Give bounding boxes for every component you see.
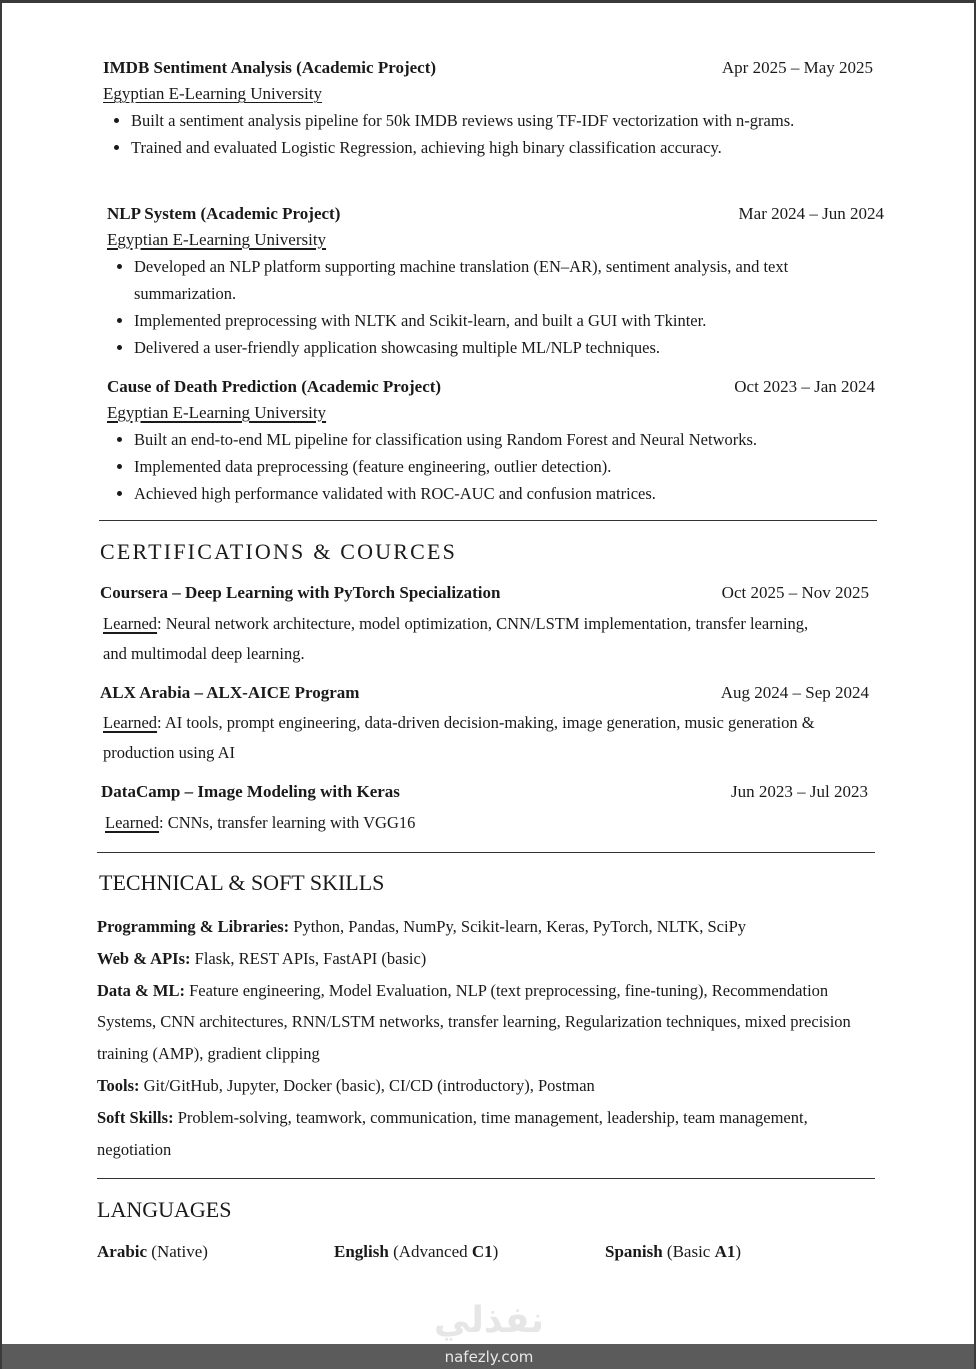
bullet-item: Implemented preprocessing with NLTK and Scikit-learn, and built a GUI with Tkinter. (108, 307, 826, 334)
skill-row (97, 911, 877, 943)
cert-date: Oct 2025 – Nov 2025 (721, 583, 869, 602)
bullet-item: Trained and evaluated Logistic Regression, achieving high binary classification accuracy. (105, 134, 815, 161)
skill-text: Problem-solving, teamwork, communication, time management, leadership, team management, negotiation (97, 1107, 808, 1159)
language-name: Arabic (97, 1242, 148, 1261)
cert-date: Aug 2024 – Sep 2024 (720, 683, 869, 702)
language-item (605, 1242, 741, 1262)
language-item (334, 1242, 498, 1262)
project-title: IMDB Sentiment Analysis (Academic Project) (103, 58, 437, 77)
cert-description (103, 609, 833, 668)
cert-title: Coursera – Deep Learning with PyTorch Specialization (100, 583, 501, 602)
project-bullets (108, 426, 838, 507)
cert-title: ALX Arabia – ALX-AICE Program (100, 683, 360, 702)
skill-label: Data & ML: (97, 980, 185, 1000)
language-level-close: ) (492, 1242, 499, 1261)
project-date: Apr 2025 – May 2025 (721, 58, 873, 77)
section-divider (99, 520, 877, 521)
cert-date: Jun 2023 – Jul 2023 (731, 782, 868, 801)
learned-label: Learned (105, 813, 160, 832)
bullet-item: Developed an NLP platform supporting machine translation (EN–AR), sentiment analysis, and text summarization. (108, 253, 826, 307)
skill-text: Feature engineering, Model Evaluation, NLP (text preprocessing, fine-tuning), Recommendation Systems, CNN architectures, RNN/LSTM networks, transfer learning, Regularization techniques, mixed precision training (AMP), gradient clipping (97, 980, 851, 1064)
skill-label: Web & APIs: (97, 948, 191, 968)
learned-text: : CNNs, transfer learning with VGG16 (159, 813, 416, 832)
language-level-close: ) (735, 1242, 742, 1261)
project-title: NLP System (Academic Project) (107, 204, 341, 223)
cert-description (103, 708, 873, 767)
project-university: Egyptian E-Learning University (107, 230, 327, 249)
watermark-domain: nafezly.com (444, 1348, 534, 1366)
project-bullets (105, 107, 815, 161)
project-university: Egyptian E-Learning University (107, 403, 327, 422)
bullet-item: Built a sentiment analysis pipeline for 50k IMDB reviews using TF-IDF vectorization with n-grams. (105, 107, 815, 134)
bullet-item: Built an end-to-end ML pipeline for classification using Random Forest and Neural Networks. (108, 426, 838, 453)
skill-text: Flask, REST APIs, FastAPI (basic) (190, 948, 427, 968)
skill-label: Tools: (97, 1075, 140, 1095)
learned-text: : AI tools, prompt engineering, data-driven decision-making, image generation, music generation & production using AI (103, 713, 815, 762)
learned-text: : Neural network architecture, model optimization, CNN/LSTM implementation, transfer learning, and multimodal deep learning. (103, 614, 809, 663)
language-level-code: C1 (471, 1242, 493, 1261)
skill-row (97, 1070, 877, 1102)
skill-label: Programming & Libraries: (97, 917, 290, 936)
learned-label: Learned (103, 614, 158, 633)
project-university: Egyptian E-Learning University (103, 84, 323, 103)
learned-label: Learned (103, 713, 158, 732)
cert-title: DataCamp – Image Modeling with Keras (101, 782, 400, 801)
language-level: (Advanced (388, 1242, 472, 1261)
section-divider (97, 852, 875, 853)
language-level-code: A1 (714, 1242, 736, 1261)
section-heading-languages: LANGUAGES (97, 1197, 232, 1222)
project-date: Mar 2024 – Jun 2024 (738, 204, 884, 223)
language-name: English (334, 1242, 389, 1261)
skill-row (97, 943, 877, 975)
project-date: Oct 2023 – Jan 2024 (734, 377, 875, 396)
section-heading-certifications: CERTIFICATIONS & COURCES (100, 539, 458, 564)
skill-row (97, 975, 877, 1070)
language-level: (Native) (147, 1242, 208, 1261)
language-item (97, 1242, 208, 1262)
cert-description (105, 808, 865, 838)
watermark-logo: نفذلي (433, 1300, 545, 1341)
skill-label: Soft Skills: (97, 1107, 174, 1127)
project-title: Cause of Death Prediction (Academic Project) (107, 377, 442, 396)
skills-list (97, 911, 877, 1165)
skill-row (97, 1102, 877, 1166)
language-level: (Basic (662, 1242, 715, 1261)
skill-text: Git/GitHub, Jupyter, Docker (basic), CI/CD (introductory), Postman (139, 1075, 595, 1095)
skill-text: Python, Pandas, NumPy, Scikit-learn, Keras, PyTorch, NLTK, SciPy (289, 917, 747, 936)
bullet-item: Implemented data preprocessing (feature engineering, outlier detection). (108, 453, 838, 480)
bullet-item: Achieved high performance validated with ROC-AUC and confusion matrices. (108, 480, 838, 507)
section-heading-skills: TECHNICAL & SOFT SKILLS (99, 870, 385, 895)
bullet-item: Delivered a user-friendly application showcasing multiple ML/NLP techniques. (108, 334, 826, 361)
language-name: Spanish (605, 1242, 663, 1261)
project-bullets (108, 253, 826, 361)
section-divider (97, 1178, 875, 1179)
